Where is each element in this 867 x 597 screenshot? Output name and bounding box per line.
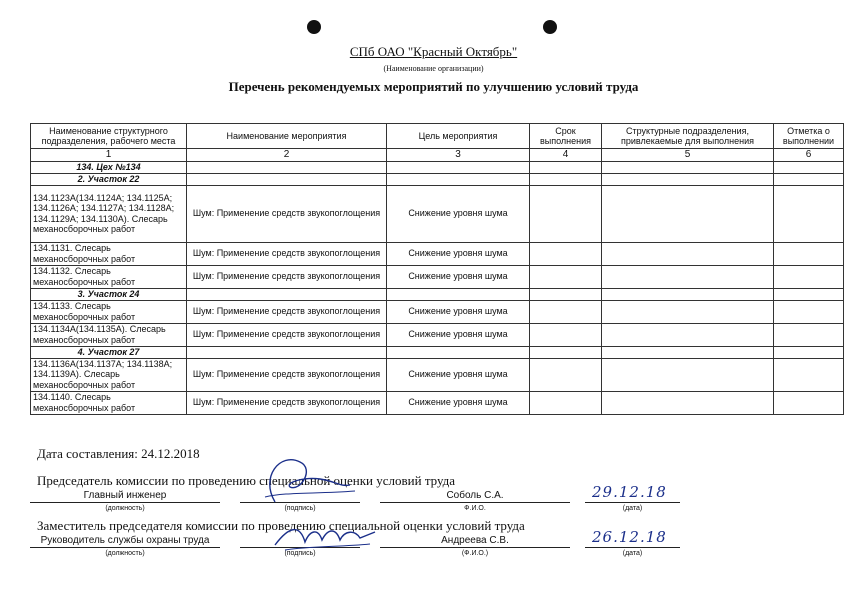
signature-caption: (подпись): [284, 550, 316, 557]
chairman-date-handwritten: 29.12.18: [592, 483, 667, 501]
table-header-row: [31, 124, 844, 149]
deputy-date-handwritten: 26.12.18: [592, 528, 667, 546]
chairman-signature: [255, 447, 365, 507]
measure-cell: Шум: Применение средств звукопоглощения: [187, 391, 387, 414]
punch-hole-right: [543, 20, 557, 34]
measure-cell: Шум: Применение средств звукопоглощения: [187, 265, 387, 288]
table-row: [31, 300, 844, 323]
table-row: [31, 242, 844, 265]
position-caption: (должность): [105, 505, 145, 512]
measures-table: [30, 123, 844, 415]
chairman-signature-row: [30, 483, 850, 515]
column-number: 3: [387, 149, 530, 162]
section-row: [31, 173, 844, 185]
goal-cell: Снижение уровня шума: [387, 242, 530, 265]
measure-cell: Шум: Применение средств звукопоглощения: [187, 242, 387, 265]
column-number: 2: [187, 149, 387, 162]
table-row: [31, 358, 844, 391]
deputy-position: Руководитель службы охраны труда: [30, 534, 220, 548]
section-row: [31, 346, 844, 358]
column-header-place: Наименование структурного подразделения, рабочего места: [31, 124, 187, 149]
workplace-cell: 134.1123А(134.1124А; 134.1125А; 134.1126А; 134.1127А; 134.1128А; 134.1129А; 134.1130А). Слесарь механосборочных работ: [31, 185, 187, 242]
section-title: 3. Участок 24: [31, 288, 187, 300]
date-caption: (дата): [622, 505, 643, 512]
position-caption: (должность): [105, 550, 145, 557]
goal-cell: Снижение уровня шума: [387, 300, 530, 323]
fio-caption: Ф.И.О.: [464, 505, 486, 512]
column-header-goal: Цель мероприятия: [387, 124, 530, 149]
document-title: Перечень рекомендуемых мероприятий по улучшению условий труда: [228, 79, 639, 94]
measure-cell: Шум: Применение средств звукопоглощения: [187, 300, 387, 323]
signature-caption: (подпись): [284, 505, 316, 512]
column-number: 1: [31, 149, 187, 162]
deputy-heading: Заместитель председателя комиссии по проведению специальной оценки условий труда: [37, 518, 525, 533]
workplace-cell: 134.1133. Слесарь механосборочных работ: [31, 300, 187, 323]
measure-cell: Шум: Применение средств звукопоглощения: [187, 185, 387, 242]
table-row: [31, 391, 844, 414]
chairman-position: Главный инженер: [30, 489, 220, 503]
goal-cell: Снижение уровня шума: [387, 391, 530, 414]
section-row: [31, 161, 844, 173]
workplace-cell: 134.1140. Слесарь механосборочных работ: [31, 391, 187, 414]
organization-caption: (Наименование организации): [383, 64, 484, 73]
goal-cell: Снижение уровня шума: [387, 185, 530, 242]
organization-name: СПб ОАО "Красный Октябрь": [349, 44, 518, 59]
table-row: [31, 265, 844, 288]
deputy-signature: [270, 520, 380, 554]
goal-cell: Снижение уровня шума: [387, 323, 530, 346]
workplace-cell: 134.1134А(134.1135А). Слесарь механосборочных работ: [31, 323, 187, 346]
section-title: 2. Участок 22: [31, 173, 187, 185]
column-number: 4: [530, 149, 602, 162]
workplace-cell: 134.1131. Слесарь механосборочных работ: [31, 242, 187, 265]
column-header-deadline: Срок выполнения: [530, 124, 602, 149]
section-title: 4. Участок 27: [31, 346, 187, 358]
fio-caption: (Ф.И.О.): [461, 550, 489, 557]
workplace-cell: 134.1136А(134.1137А; 134.1138А; 134.1139А). Слесарь механосборочных работ: [31, 358, 187, 391]
deputy-fio: Андреева С.В.: [380, 534, 570, 548]
column-number: 5: [602, 149, 774, 162]
workplace-cell: 134.1132. Слесарь механосборочных работ: [31, 265, 187, 288]
chairman-fio: Соболь С.А.: [380, 489, 570, 503]
column-number: 6: [774, 149, 844, 162]
section-row: [31, 288, 844, 300]
measure-cell: Шум: Применение средств звукопоглощения: [187, 323, 387, 346]
column-header-measure: Наименование мероприятия: [187, 124, 387, 149]
column-header-departments: Структурные подразделения, привлекаемые для выполнения: [602, 124, 774, 149]
column-numbers-row: [31, 149, 844, 162]
date-caption: (дата): [622, 550, 643, 557]
chairman-heading: Председатель комиссии по проведению специальной оценки условий труда: [37, 473, 456, 488]
goal-cell: Снижение уровня шума: [387, 265, 530, 288]
table-row: [31, 323, 844, 346]
deputy-signature-row: [30, 528, 850, 560]
goal-cell: Снижение уровня шума: [387, 358, 530, 391]
measure-cell: Шум: Применение средств звукопоглощения: [187, 358, 387, 391]
punch-hole-left: [307, 20, 321, 34]
table-row: [31, 185, 844, 242]
column-header-mark: Отметка о выполнении: [774, 124, 844, 149]
section-title: 134. Цех №134: [31, 161, 187, 173]
date-compiled: Дата составления: 24.12.2018: [37, 446, 200, 461]
